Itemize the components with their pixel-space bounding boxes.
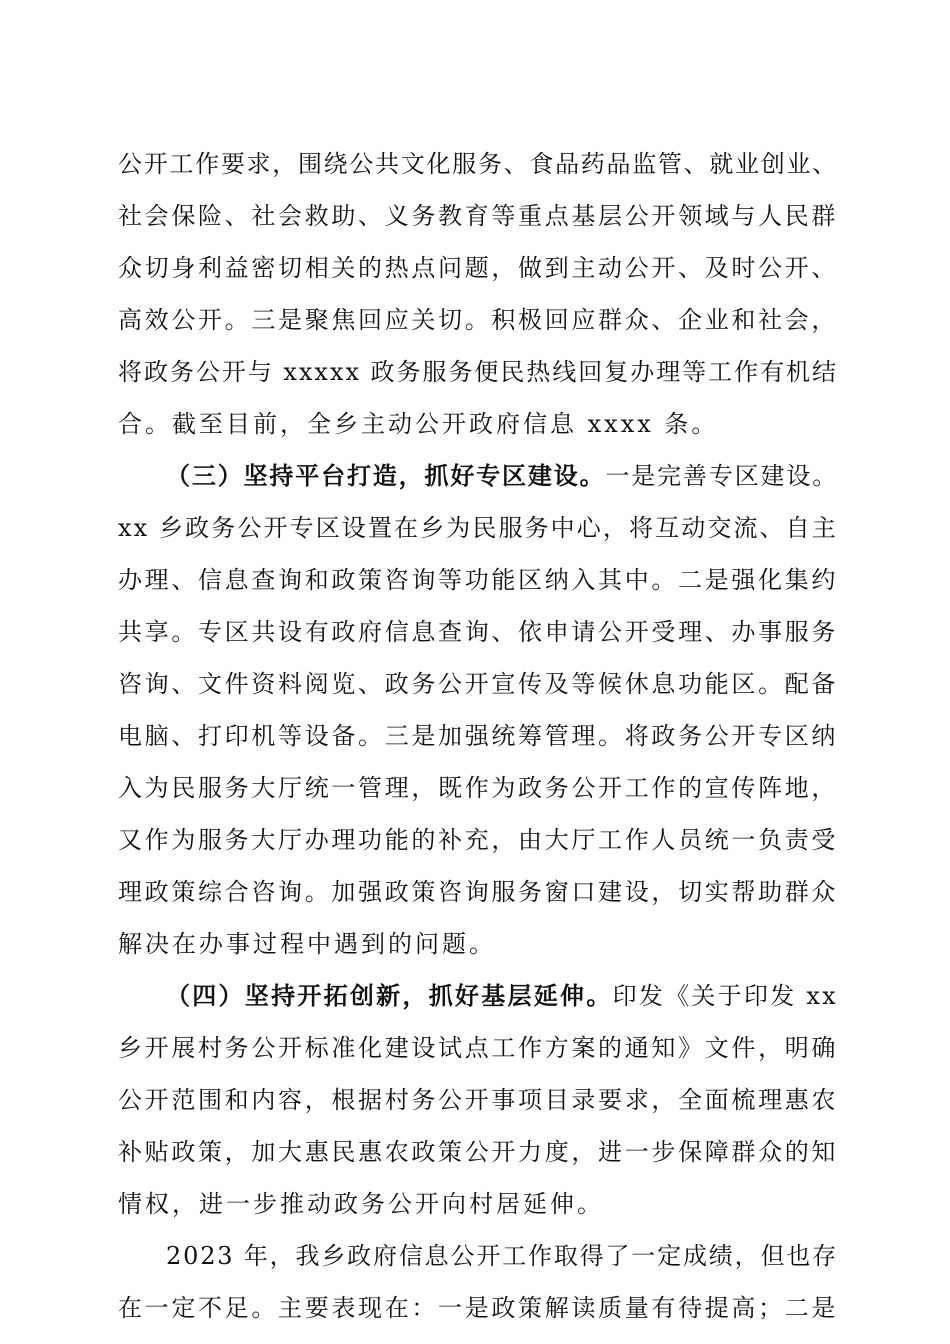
text-run: 印发《关于印发 xx	[612, 982, 838, 1010]
text-line: 又作为服务大厅办理功能的补充，由大厅工作人员统一负责受	[118, 826, 839, 854]
paragraph-first-line	[118, 450, 838, 502]
text-line: 情权，进一步推动政务公开向村居延伸。	[118, 1190, 604, 1218]
text-line: 解决在办事过程中遇到的问题。	[118, 930, 496, 958]
text-line: xx 乡政务公开专区设置在乡为民服务中心，将互动交流、自主	[118, 514, 838, 542]
paragraph-4	[118, 1230, 838, 1334]
paragraph-first-line	[118, 970, 838, 1022]
text-line: 理政策综合咨询。加强政策咨询服务窗口建设，切实帮助群众	[118, 878, 839, 906]
text-line: 在一定不足。主要表现在：一是政策解读质量有待提高；二是	[118, 1294, 839, 1322]
paragraph-3	[118, 970, 838, 1230]
text-run: 一是完善专区建设。	[605, 462, 839, 490]
text-line: 乡开展村务公开标准化建设试点工作方案的通知》文件，明确	[118, 1034, 839, 1062]
text-line: 电脑、打印机等设备。三是加强统筹管理。将政务公开专区纳	[118, 722, 839, 750]
text-line: 公开工作要求，围绕公共文化服务、食品药品监管、就业创业、	[118, 150, 838, 178]
text-line: 社会保险、社会救助、义务教育等重点基层公开领域与人民群	[118, 202, 839, 230]
text-line: 合。截至目前，全乡主动公开政府信息 xxxx 条。	[118, 410, 719, 438]
text-line: 办理、信息查询和政策咨询等功能区纳入其中。二是强化集约	[118, 566, 839, 594]
text-line: 入为民服务大厅统一管理，既作为政务公开工作的宣传阵地，	[118, 774, 839, 802]
paragraph-2	[118, 450, 838, 970]
section-heading-4: （四）坚持开拓创新，抓好基层延伸。	[166, 981, 613, 1010]
text-line: 咨询、文件资料阅览、政务公开宣传及等候休息功能区。配备	[118, 670, 839, 698]
text-line: 高效公开。三是聚焦回应关切。积极回应群众、企业和社会，	[118, 306, 839, 334]
text-line: 众切身利益密切相关的热点问题，做到主动公开、及时公开、	[118, 254, 839, 282]
section-heading-3: （三）坚持平台打造，抓好专区建设。	[166, 461, 606, 490]
text-line: 共享。专区共设有政府信息查询、依申请公开受理、办事服务	[118, 618, 839, 646]
text-line: 补贴政策，加大惠民惠农政策公开力度，进一步保障群众的知	[118, 1138, 839, 1166]
paragraph-1	[118, 138, 838, 450]
text-line: 公开范围和内容，根据村务公开事项目录要求，全面梳理惠农	[118, 1086, 839, 1114]
document-body	[118, 138, 838, 1334]
text-line: 将政务公开与 xxxxx 政务服务便民热线回复办理等工作有机结	[118, 358, 839, 386]
text-line: 2023 年，我乡政府信息公开工作取得了一定成绩，但也存	[166, 1242, 838, 1270]
